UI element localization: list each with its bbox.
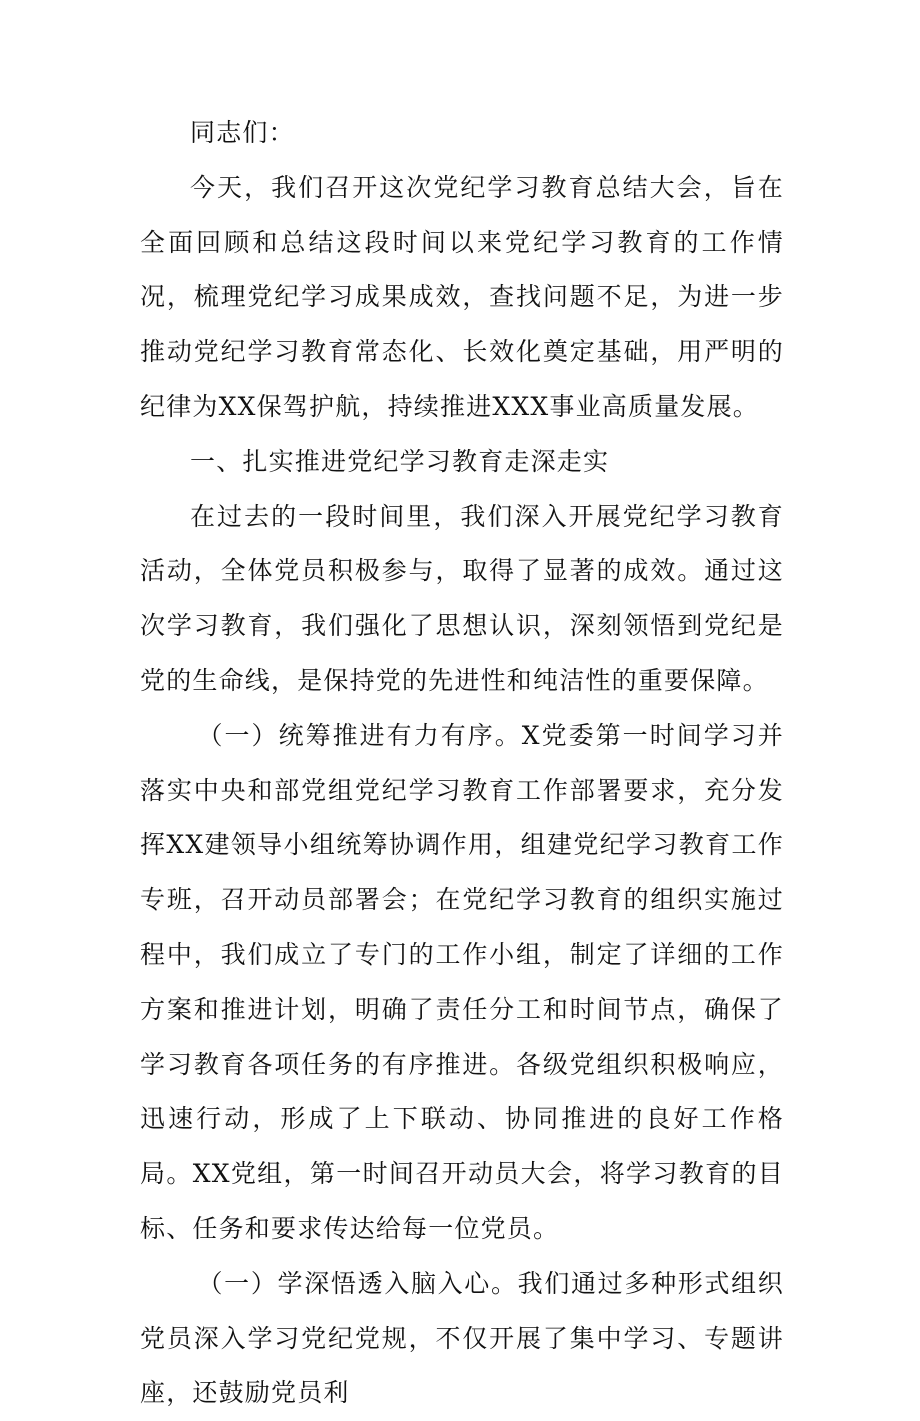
paragraph-subsection-2: （一）学深悟透入脑入心。我们通过多种形式组织党员深入学习党纪党规，不仅开展了集中学习、专题讲座，还鼓励党员利 bbox=[140, 1268, 784, 1408]
paragraph-section-1-intro: 在过去的一段时间里，我们深入开展党纪学习教育活动，全体党员积极参与，取得了显著的成效。通过这次学习教育，我们强化了思想认识，深刻领悟到党纪是党的生命线，是保持党的先进性和纯洁性的重要保障。 bbox=[140, 501, 784, 695]
paragraph-opening: 今天，我们召开这次党纪学习教育总结大会，旨在全面回顾和总结这段时间以来党纪学习教育的工作情况，梳理党纪学习成果成效，查找问题不足，为进一步推动党纪学习教育常态化、长效化奠定基础，用严明的纪律为XX保驾护航，持续推进XXX事业高质量发展。 bbox=[140, 172, 784, 421]
section-heading-1: 一、扎实推进党纪学习教育走深走实 bbox=[190, 446, 610, 476]
salutation: 同志们： bbox=[190, 118, 295, 147]
document-body bbox=[140, 106, 784, 1421]
paragraph-subsection-1: （一）统筹推进有力有序。X党委第一时间学习并落实中央和部党组党纪学习教育工作部署要求，充分发挥XX建领导小组统筹协调作用，组建党纪学习教育工作专班，召开动员部署会；在党纪学习教育的组织实施过程中，我们成立了专门的工作小组，制定了详细的工作方案和推进计划，明确了责任分工和时间节点，确保了学习教育各项任务的有序推进。各级党组织积极响应，迅速行动，形成了上下联动、协同推进的良好工作格局。XX党组，第一时间召开动员大会，将学习教育的目标、任务和要求传达给每一位党员。 bbox=[140, 720, 784, 1243]
